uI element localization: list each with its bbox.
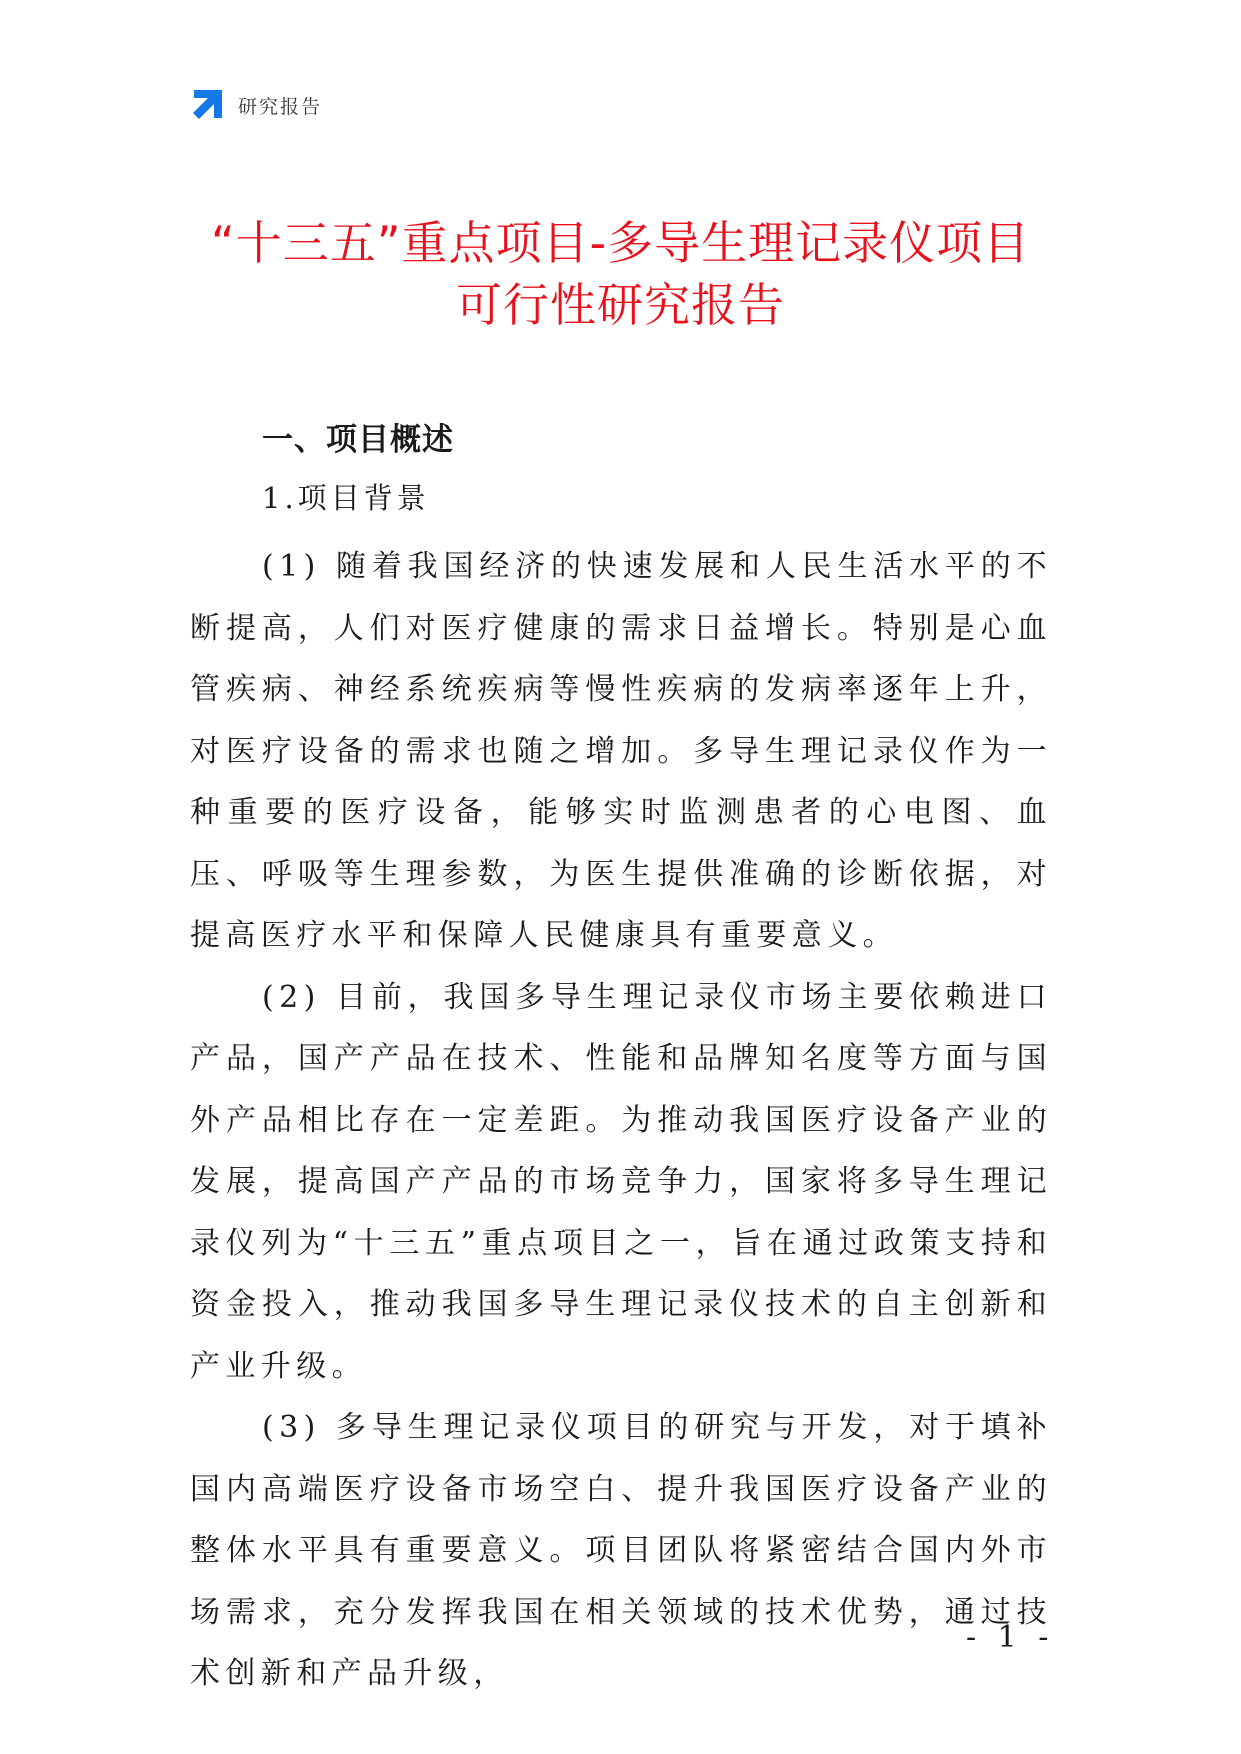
document-title <box>0 212 1241 336</box>
arrow-logo-icon <box>190 88 224 122</box>
title-line-1: “十三五”重点项目-多导生理记录仪项目 <box>210 216 1031 270</box>
document-body <box>190 418 1055 1705</box>
paragraph-3: (3) 多导生理记录仪项目的研究与开发，对于填补国内高端医疗设备市场空白、提升我国医疗设备产业的整体水平具有重要意义。项目团队将紧密结合国内外市场需求，充分发挥我国在相关领域的技术优势，通过技术创新和产品升级， <box>190 1410 1052 1691</box>
header-label: 研究报告 <box>238 95 323 118</box>
paragraph-2: (2) 目前，我国多导生理记录仪市场主要依赖进口产品，国产产品在技术、性能和品牌知名度等方面与国外产品相比存在一定差距。为推动我国医疗设备产业的发展，提高国产产品的市场竞争力，国家将多导生理记录仪列为“十三五”重点项目之一，旨在通过政策支持和资金投入，推动我国多导生理记录仪技术的自主创新和产业升级。 <box>190 979 1052 1384</box>
section-heading: 一、项目概述 <box>262 422 454 458</box>
report-header <box>190 88 322 122</box>
page-number: - 1 - <box>966 1620 1055 1655</box>
subsection-heading: 1.项目背景 <box>262 481 430 515</box>
paragraph-1: (1) 随着我国经济的快速发展和人民生活水平的不断提高，人们对医疗健康的需求日益增长。特别是心血管疾病、神经系统疾病等慢性疾病的发病率逐年上升，对医疗设备的需求也随之增加。多导生理记录仪作为一种重要的医疗设备，能够实时监测患者的心电图、血压、呼吸等生理参数，为医生提供准确的诊断依据，对提高医疗水平和保障人民健康具有重要意义。 <box>190 549 1052 953</box>
title-line-2: 可行性研究报告 <box>456 278 785 332</box>
